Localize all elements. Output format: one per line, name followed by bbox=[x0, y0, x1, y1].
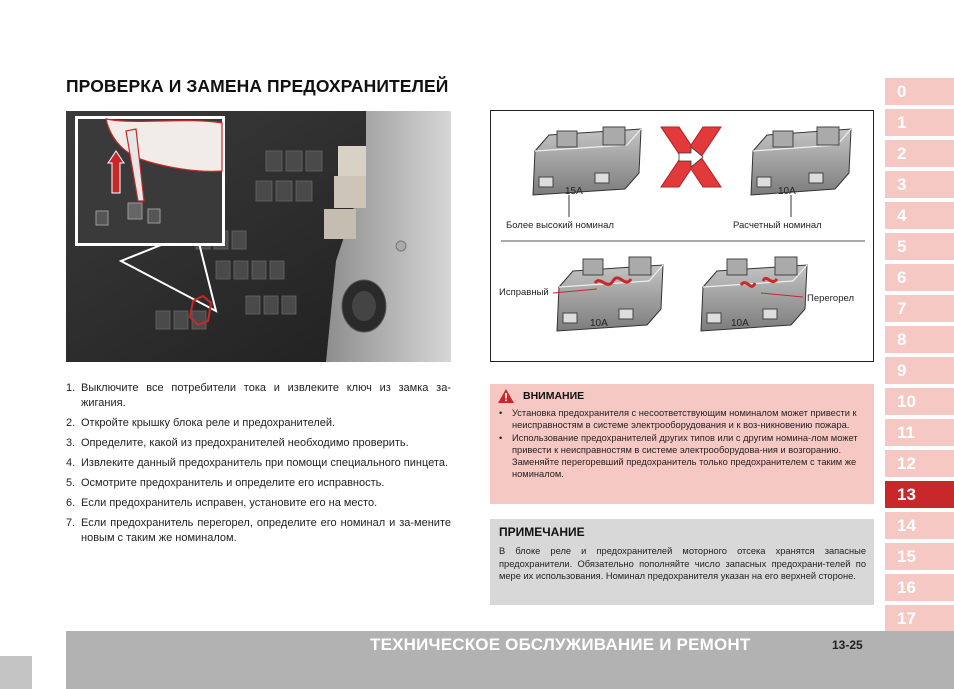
fuse-good-icon bbox=[553, 257, 663, 331]
fuse-box-photo bbox=[66, 111, 451, 362]
page-footer bbox=[66, 631, 954, 689]
fuse-diagram bbox=[490, 110, 874, 362]
fuse-15a-icon bbox=[533, 127, 641, 217]
fuse-value-15a: 15A bbox=[565, 186, 583, 197]
warning-title: ВНИМАНИЕ bbox=[523, 390, 585, 402]
chapter-tab-10[interactable]: 10 bbox=[885, 388, 954, 415]
note-box bbox=[490, 519, 874, 605]
chapter-tab-0[interactable]: 0 bbox=[885, 78, 954, 105]
warning-item: • Установка предохранителя с несоответствующим номиналом может привести к неисправностям в системе электрооборудования и к воз-никновению пожара. bbox=[498, 407, 868, 431]
chapter-tab-12[interactable]: 12 bbox=[885, 450, 954, 477]
warning-triangle-icon bbox=[498, 389, 514, 403]
warning-header bbox=[498, 389, 584, 403]
chapter-tab-14[interactable]: 14 bbox=[885, 512, 954, 539]
fuse-value-good: 10A bbox=[590, 318, 608, 329]
footer-title: ТЕХНИЧЕСКОЕ ОБСЛУЖИВАНИЕ И РЕМОНТ bbox=[370, 635, 751, 654]
label-blown: Перегорел bbox=[807, 293, 855, 304]
chapter-tab-16[interactable]: 16 bbox=[885, 574, 954, 601]
label-rated-value: Расчетный номинал bbox=[733, 220, 822, 231]
step-item: 4. Извлеките данный предохранитель при помощи специального пинцета. bbox=[66, 457, 449, 469]
step-item: 7. Если предохранитель перегорел, определите его номинал и за-мените новым с таким же номиналом. bbox=[66, 517, 451, 544]
step-item: 3. Определите, какой из предохранителей необходимо проверить. bbox=[66, 437, 409, 449]
fuse-blown-icon bbox=[701, 257, 807, 331]
chapter-tab-5[interactable]: 5 bbox=[885, 233, 954, 260]
fuse-value-10a-rated: 10A bbox=[778, 186, 796, 197]
chapter-tab-17[interactable]: 17 bbox=[885, 605, 954, 632]
chapter-tab-7[interactable]: 7 bbox=[885, 295, 954, 322]
corner-decoration bbox=[0, 656, 32, 689]
label-good: Исправный bbox=[499, 287, 549, 298]
note-title: ПРИМЕЧАНИЕ bbox=[499, 525, 585, 539]
step-item: 1. Выключите все потребители тока и извлеките ключ из замка за-жигания. bbox=[66, 382, 451, 409]
note-text: В блоке реле и предохранителей моторного отсека хранятся запасные предохранители. Обязательно пополняйте число запасных предохрани-телей по мере их использования. Номинал предохранителя указан на его верхней стороне. bbox=[499, 546, 866, 582]
fuse-box-photo-icon bbox=[66, 111, 451, 362]
chapter-tab-4[interactable]: 4 bbox=[885, 202, 954, 229]
chapter-tab-3[interactable]: 3 bbox=[885, 171, 954, 198]
warning-box bbox=[490, 384, 874, 504]
instruction-steps bbox=[66, 381, 451, 551]
page-number: 13-25 bbox=[832, 638, 863, 652]
warning-item: • Использование предохранителей других типов или с другим номина-лом может привести к неисправностям в системе электрооборудова-ния и возгоранию. Заменяйте перегоревший предохранитель только предохранителем с таким же номиналом. bbox=[498, 432, 868, 480]
chapter-tab-9[interactable]: 9 bbox=[885, 357, 954, 384]
chapter-tab-15[interactable]: 15 bbox=[885, 543, 954, 570]
chapter-tab-8[interactable]: 8 bbox=[885, 326, 954, 353]
fuse-10a-rated-icon bbox=[751, 127, 851, 217]
page-title: ПРОВЕРКА И ЗАМЕНА ПРЕДОХРАНИТЕЛЕЙ bbox=[66, 76, 449, 96]
label-higher-rating: Более высокий номинал bbox=[506, 220, 614, 231]
warning-list bbox=[498, 407, 868, 482]
step-item: 2. Откройте крышку блока реле и предохранителей. bbox=[66, 417, 336, 429]
chapter-tab-1[interactable]: 1 bbox=[885, 109, 954, 136]
not-allowed-icon bbox=[661, 127, 721, 187]
chapter-tabs bbox=[885, 78, 954, 636]
chapter-tab-6[interactable]: 6 bbox=[885, 264, 954, 291]
fuse-value-blown: 10A bbox=[731, 318, 749, 329]
step-item: 6. Если предохранитель исправен, установите его на место. bbox=[66, 497, 378, 509]
step-item: 5. Осмотрите предохранитель и определите его исправность. bbox=[66, 477, 385, 489]
chapter-tab-2[interactable]: 2 bbox=[885, 140, 954, 167]
fuse-diagram-art bbox=[491, 111, 873, 361]
chapter-tab-11[interactable]: 11 bbox=[885, 419, 954, 446]
chapter-tab-13[interactable]: 13 bbox=[885, 481, 954, 508]
